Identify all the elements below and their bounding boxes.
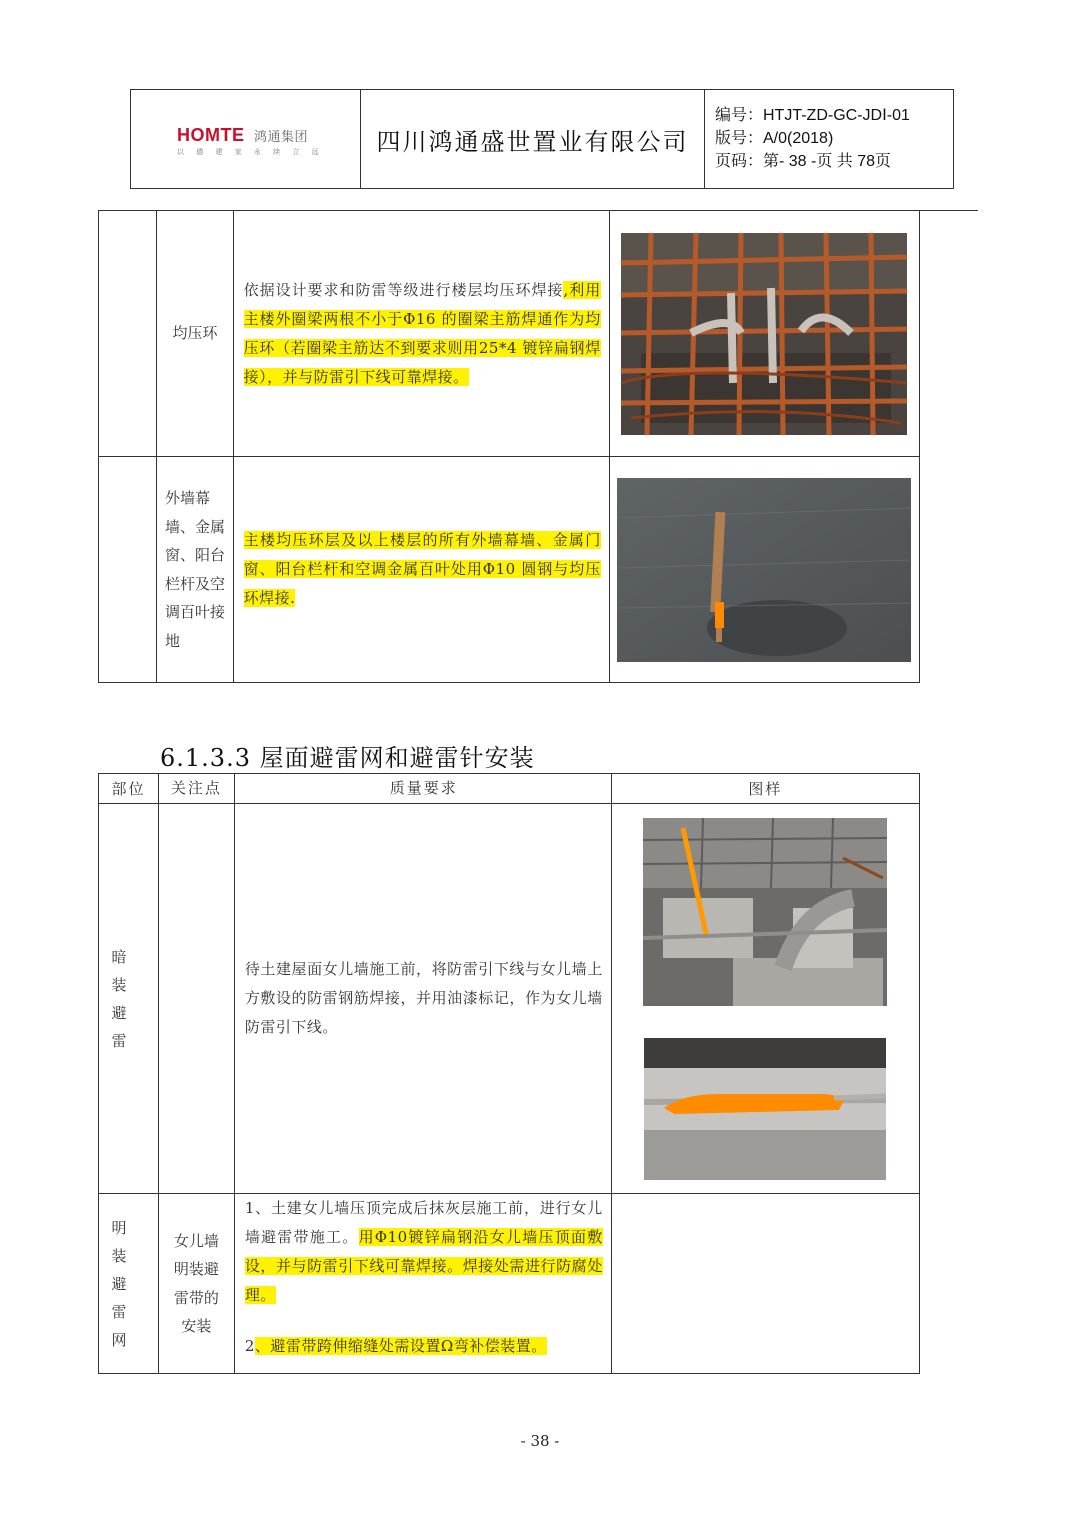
logo-tagline: 以 德 建 家 永 续 立 远 xyxy=(177,148,324,156)
doc-number: 编号：HTJT-ZD-GC-JDⅠ-01 xyxy=(715,107,910,124)
requirement-text: 依据设计要求和防雷等级进行楼层均压环焊接 xyxy=(243,280,564,299)
company-name: 四川鸿通盛世置业有限公司 xyxy=(361,90,705,188)
header-image: 图样 xyxy=(611,774,919,804)
part-cell xyxy=(99,457,157,683)
logo-brand-text: HOMTE xyxy=(177,125,245,145)
focus-cell: 女儿墙明装避雷带的安装 xyxy=(158,1194,234,1374)
requirement-cell xyxy=(233,457,609,683)
doc-version: 版号：A/0(2018) xyxy=(715,130,834,147)
part-cell xyxy=(99,211,157,457)
parapet-rebar-photo xyxy=(643,818,887,1006)
section-title: 6.1.3.3 屋面避雷网和避雷针安装 xyxy=(160,744,535,772)
header-requirement: 质量要求 xyxy=(234,774,611,804)
requirement-cell xyxy=(234,1194,611,1374)
part-cell: 暗装避雷 xyxy=(99,804,159,1194)
logo-cell xyxy=(131,90,361,188)
doc-info xyxy=(705,90,953,188)
table-row xyxy=(99,457,920,683)
company-logo xyxy=(177,125,324,157)
requirement-item-1: 1、土建女儿墙压顶完成后抹灰层施工前，进行女儿墙避雷带施工。 xyxy=(244,1199,603,1246)
requirement-item-2-highlight: 、避雷带跨伸缩缝处需设置Ω弯补偿装置。 xyxy=(254,1337,547,1355)
image-cell xyxy=(609,211,919,457)
header-part: 部位 xyxy=(99,774,159,804)
logo-cn-text: 鸿通集团 xyxy=(254,130,309,145)
requirement-highlight: ,利用主楼外圈梁两根不小于Φ16 的圈梁主筋焊通作为均压环（若圈梁主筋达不到要求则用25*4 镀锌扁钢焊接），并与防雷引下线可靠焊接。 xyxy=(243,280,601,386)
painted-weld-photo xyxy=(644,1038,886,1180)
focus-cell xyxy=(158,804,234,1194)
table-row xyxy=(99,804,920,1194)
doc-page-info: 页码：第- 38 -页 共 78页 xyxy=(715,153,892,170)
table-row xyxy=(99,1194,920,1374)
table-row xyxy=(99,211,920,457)
rebar-welding-photo xyxy=(621,233,907,435)
table-lightning-net xyxy=(98,773,920,1374)
requirement-cell: 待土建屋面女儿墙施工前，将防雷引下线与女儿墙上方敷设的防雷钢筋焊接，并用油漆标记，作为女儿墙防雷引下线。 xyxy=(234,804,611,1194)
requirement-item-2-prefix: 2 xyxy=(244,1337,255,1355)
focus-cell: 均压环 xyxy=(157,211,233,457)
table-equipotential xyxy=(98,210,920,683)
page-number: - 38 - xyxy=(520,1432,560,1450)
requirement-cell xyxy=(233,211,609,457)
focus-cell: 外墙幕墙、金属窗、阳台栏杆及空调百叶接地 xyxy=(157,457,233,683)
image-cell xyxy=(609,457,919,683)
concrete-wall-grounding-photo xyxy=(617,478,911,662)
image-cell xyxy=(611,1194,919,1374)
table-header-row xyxy=(99,774,920,804)
document-header xyxy=(130,89,954,189)
requirement-highlight: 主楼均压环层及以上楼层的所有外墙幕墙、金属门窗、阳台栏杆和空调金属百叶处用Φ10 圆钢与均压环焊接. xyxy=(243,531,601,607)
part-cell: 明装避雷网 xyxy=(99,1194,159,1374)
header-focus: 关注点 xyxy=(158,774,234,804)
image-cell xyxy=(611,804,919,1194)
requirement-item-1-highlight: 用Φ10镀锌扁钢沿女儿墙压顶面敷设，并与防雷引下线可靠焊接。焊接处需进行防腐处理。 xyxy=(244,1228,603,1304)
